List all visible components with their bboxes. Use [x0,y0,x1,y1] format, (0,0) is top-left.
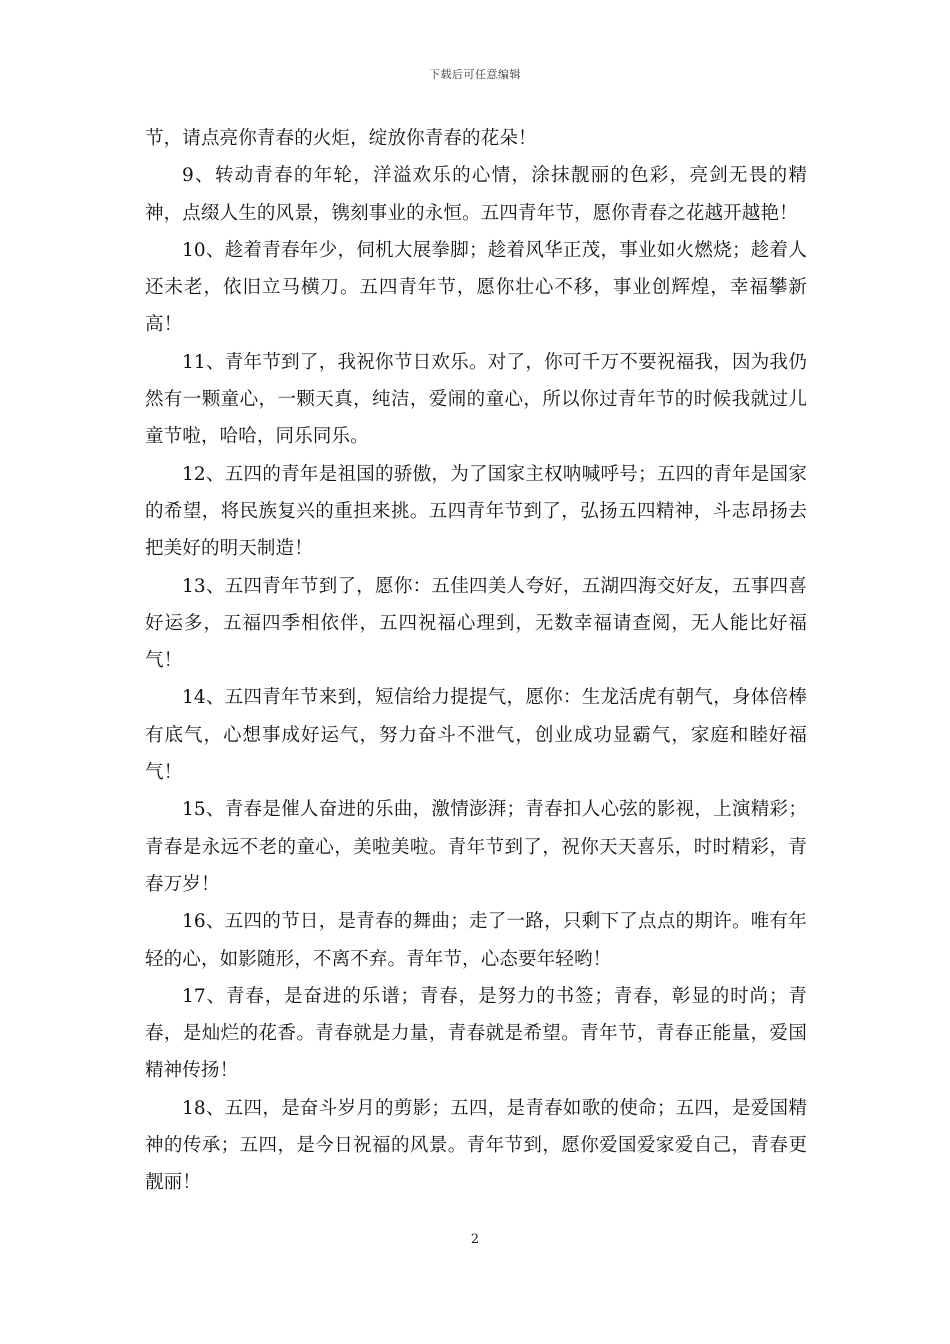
paragraph-item-13: 13、五四青年节到了，愿你：五佳四美人夸好，五湖四海交好友，五事四喜好运多，五福四季相依伴，五四祝福心理到，无数幸福请查阅，无人能比好福气！ [145,575,807,672]
paragraph-item-14: 14、五四青年节来到，短信给力提提气，愿你：生龙活虎有朝气，身体倍棒有底气，心想事成好运气，努力奋斗不泄气，创业成功显霸气，家庭和睦好福气！ [145,687,807,784]
page-header: 下载后可任意编辑 [429,68,521,81]
paragraph-item-10: 10、趁着青春年少，伺机大展拳脚；趁着风华正茂，事业如火燃烧；趁着人还未老，依旧立马横刀。五四青年节，愿你壮心不移，事业创辉煌，幸福攀新高！ [145,239,807,336]
paragraph-item-16: 16、五四的节日，是青春的舞曲；走了一路，只剩下了点点的期许。唯有年轻的心，如影随形，不离不弃。青年节，心态要年轻哟！ [145,911,807,970]
paragraph-item-18: 18、五四，是奋斗岁月的剪影；五四，是青春如歌的使命；五四，是爱国精神的传承；五四，是今日祝福的风景。青年节到，愿你爱国爱家爱自己，青春更靓丽！ [145,1097,807,1194]
paragraph-item-11: 11、青年节到了，我祝你节日欢乐。对了，你可千万不要祝福我，因为我仍然有一颗童心，一颗天真，纯洁，爱闹的童心，所以你过青年节的时候我就过儿童节啦，哈哈，同乐同乐。 [145,351,807,448]
paragraph-item-12: 12、五四的青年是祖国的骄傲，为了国家主权呐喊呼号；五四的青年是国家的希望，将民族复兴的重担来挑。五四青年节到了，弘扬五四精神，斗志昂扬去把美好的明天制造！ [145,463,807,560]
paragraph-continuation: 节，请点亮你青春的火炬，绽放你青春的花朵！ [145,128,537,149]
document-body [145,120,807,1202]
paragraph-item-15: 15、青春是催人奋进的乐曲，激情澎湃；青春扣人心弦的影视，上演精彩；青春是永远不老的童心，美啦美啦。青年节到了，祝你天天喜乐，时时精彩，青春万岁！ [145,799,807,895]
page-number: 2 [470,1232,480,1247]
paragraph-item-9: 9、转动青春的年轮，洋溢欢乐的心情，涂抹靓丽的色彩，亮剑无畏的精神，点缀人生的风景，镌刻事业的永恒。五四青年节，愿你青春之花越开越艳！ [145,165,807,224]
paragraph-item-17: 17、青春，是奋进的乐谱；青春，是努力的书签；青春，彰显的时尚；青春，是灿烂的花香。青春就是力量，青春就是希望。青年节，青春正能量，爱国精神传扬！ [145,985,807,1082]
